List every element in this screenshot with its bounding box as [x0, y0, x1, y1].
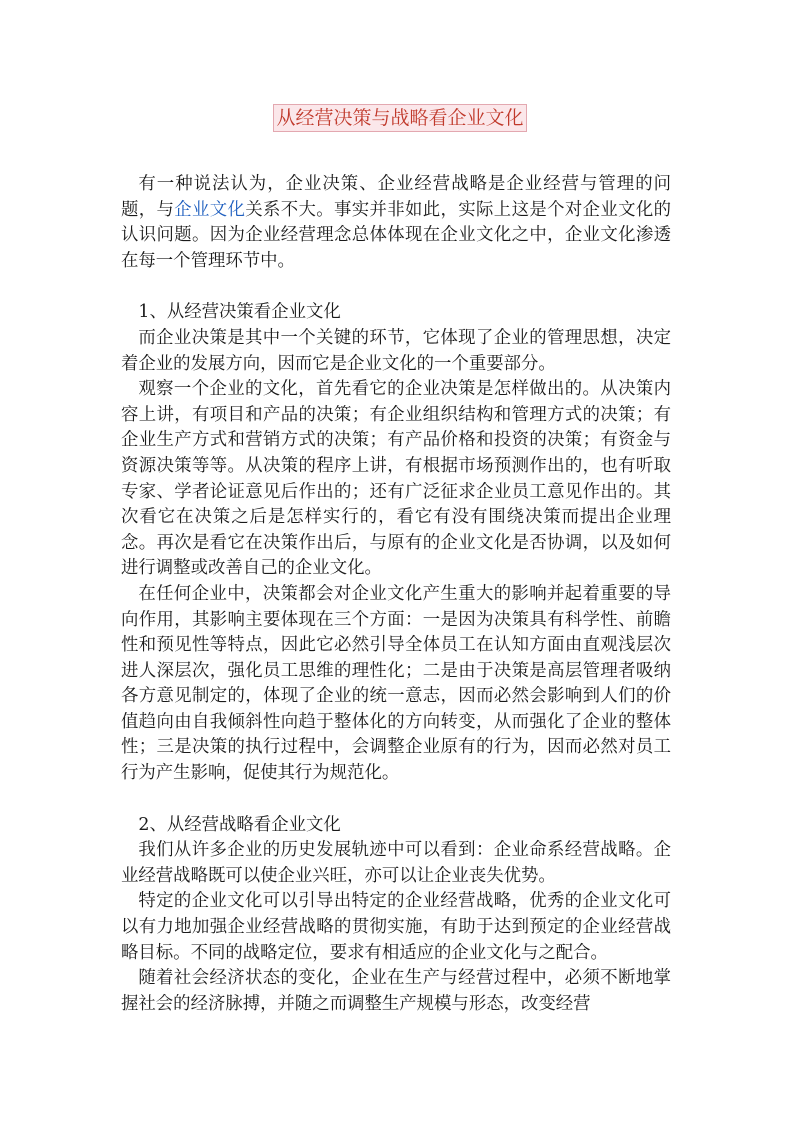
section2-paragraph-3: 随着社会经济状态的变化，企业在生产与经营过程中，必须不断地掌握社会的经济脉搏，并随之而调整生产规模与形态，改变经营: [121, 968, 671, 1014]
section2-paragraph-1: 我们从许多企业的历史发展轨迹中可以看到：企业命系经营战略。企业经营战略既可以使企业兴旺，亦可以让企业丧失优势。: [121, 840, 671, 886]
document-body: [121, 172, 671, 1017]
section1-paragraph-1: 而企业决策是其中一个关键的环节，它体现了企业的管理思想，决定着企业的发展方向，因而它是企业文化的一个重要部分。: [121, 327, 671, 374]
title-container: [0, 104, 800, 132]
paragraph-spacer: [121, 787, 671, 813]
section1-paragraph-3: 在任何企业中，决策都会对企业文化产生重大的影响并起着重要的导向作用，其影响主要体现在三个方面：一是因为决策具有科学性、前瞻性和预见性等特点，因此它必然引导全体员工在认知方面由直观浅层次进人深层次，强化员工思维的理性化；二是由于决策是高层管理者吸纳各方意见制定的，体现了企业的统一意志，因而必然会影响到人们的价值趋向由自我倾斜性向趋于整体化的方向转变，从而强化了企业的整体性；三是决策的执行过程中，会调整企业原有的行为，因而必然对员工行为产生影响，促使其行为规范化。: [121, 583, 671, 784]
section1-paragraph-2: 观察一个企业的文化，首先看它的企业决策是怎样做出的。从决策内容上讲，有项目和产品的决策；有企业组织结构和管理方式的决策；有企业生产方式和营销方式的决策；有产品价格和投资的决策；有资金与资源决策等等。从决策的程序上讲，有根据市场预测作出的，也有听取专家、学者论证意见后作出的；还有广泛征求企业员工意见作出的。其次看它在决策之后是怎样实行的，看它有没有围绕决策而提出企业理念。再次是看它在决策作出后，与原有的企业文化是否协调，以及如何进行调整或改善自己的企业文化。: [121, 379, 671, 579]
section2-heading: 2、从经营战略看企业文化: [138, 814, 341, 835]
paragraph-spacer: [121, 274, 671, 300]
section2-paragraph-2: 特定的企业文化可以引导出特定的企业经营战略，优秀的企业文化可以有力地加强企业经营战略的贯彻实施，有助于达到预定的企业经营战略目标。不同的战略定位，要求有相适应的企业文化与之配合。: [121, 891, 671, 963]
intro-text-after-link: 关系不大。事实并非如此，实际上这是个对企业文化的认识问题。因为企业经营理念总体体现在企业文化之中，企业文化渗透在每一个管理环节中。: [121, 199, 671, 271]
intro-text-before-link: 有一种说法认为，企业决策、企业经营战略是企业经营与管理的问题，与: [121, 174, 671, 220]
intro-paragraph: [121, 172, 671, 274]
enterprise-culture-link[interactable]: 企业文化: [174, 199, 246, 220]
section1-heading: 1、从经营决策看企业文化: [138, 302, 341, 323]
document-title: 从经营决策与战略看企业文化: [273, 104, 526, 132]
